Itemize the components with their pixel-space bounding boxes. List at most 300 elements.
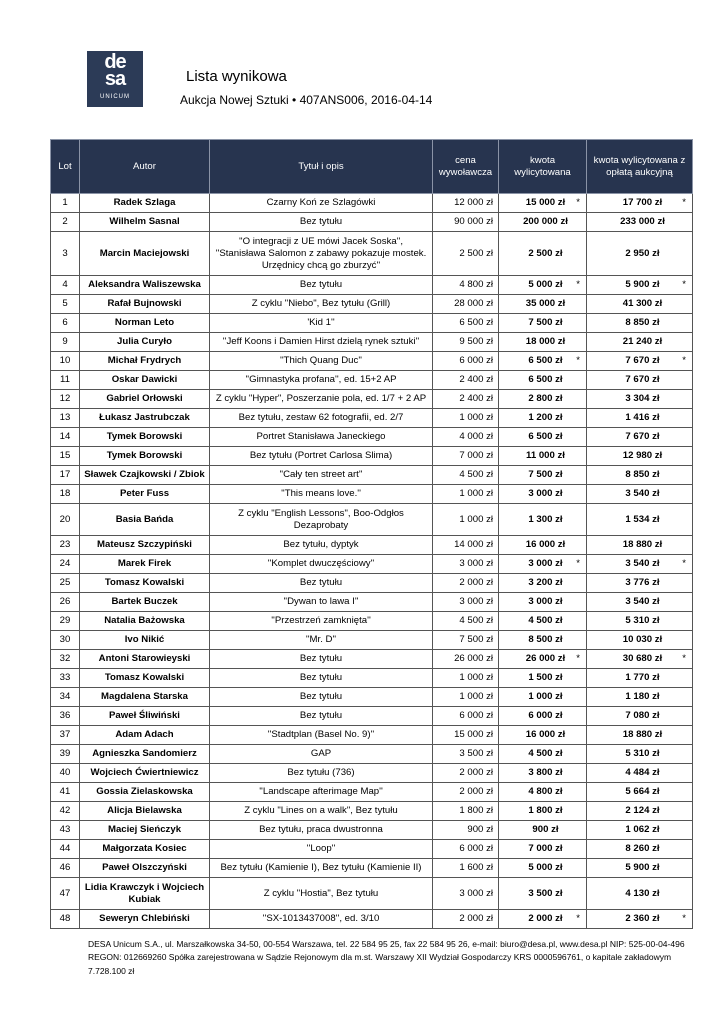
cell-lot: 47: [51, 878, 80, 910]
table-row: [51, 669, 693, 688]
cell-author: Gabriel Orłowski: [80, 390, 210, 409]
cell-hammer-price: [499, 213, 587, 232]
table-row: [51, 707, 693, 726]
hammer-price-value: 2 500 zł: [528, 247, 563, 259]
total-price-value: 2 360 zł: [625, 913, 660, 924]
cell-author: Norman Leto: [80, 314, 210, 333]
cell-title: 'Kid 1'': [210, 314, 433, 333]
cell-lot: 13: [51, 409, 80, 428]
hammer-price-value: 1 800 zł: [528, 805, 563, 816]
total-price-value: 5 900 zł: [625, 279, 660, 290]
hammer-price-value: 1 300 zł: [528, 513, 563, 525]
cell-total-price: [587, 447, 693, 466]
column-header-hammer-price: kwota wylicytowana: [499, 140, 587, 194]
cell-author: Oskar Dawicki: [80, 371, 210, 390]
cell-start-price: 7 000 zł: [433, 447, 499, 466]
cell-hammer-price: [499, 859, 587, 878]
cell-lot: 42: [51, 802, 80, 821]
cell-start-price: 1 000 zł: [433, 669, 499, 688]
hammer-price-value: 35 000 zł: [525, 298, 566, 309]
hammer-price-value: 11 000 zł: [526, 450, 565, 461]
table-row: [51, 371, 693, 390]
cell-hammer-price: [499, 574, 587, 593]
cell-author: Tymek Borowski: [80, 447, 210, 466]
cell-title: Czarny Koń ze Szlagówki: [210, 194, 433, 213]
cell-title: Z cyklu "Niebo", Bez tytułu (Grill): [210, 295, 433, 314]
page-title: Lista wynikowa: [186, 68, 287, 85]
cell-author: Seweryn Chlebiński: [80, 910, 210, 929]
cell-hammer-price: [499, 650, 587, 669]
cell-start-price: 14 000 zł: [433, 536, 499, 555]
cell-lot: 44: [51, 840, 80, 859]
table-header-row: [51, 140, 693, 194]
total-price-value: 21 240 zł: [622, 336, 663, 347]
cell-title: ''SX-1013437008'', ed. 3/10: [210, 910, 433, 929]
cell-lot: 14: [51, 428, 80, 447]
total-price-value: 10 030 zł: [622, 634, 663, 645]
cell-author: Paweł Śliwiński: [80, 707, 210, 726]
cell-hammer-price: [499, 688, 587, 707]
total-price-value: 8 260 zł: [625, 843, 660, 854]
table-row: [51, 213, 693, 232]
cell-lot: 25: [51, 574, 80, 593]
cell-total-price: [587, 536, 693, 555]
cell-lot: 20: [51, 504, 80, 536]
total-price-value: 1 534 zł: [625, 513, 660, 525]
cell-lot: 40: [51, 764, 80, 783]
cell-total-price: [587, 276, 693, 295]
hammer-price-value: 3 200 zł: [528, 577, 563, 588]
cell-total-price: [587, 878, 693, 910]
table-row: [51, 859, 693, 878]
total-price-value: 3 776 zł: [625, 577, 660, 588]
cell-start-price: 2 000 zł: [433, 574, 499, 593]
column-header-lot: Lot: [51, 140, 80, 194]
cell-total-price: [587, 352, 693, 371]
cell-start-price: 12 000 zł: [433, 194, 499, 213]
cell-start-price: 3 000 zł: [433, 878, 499, 910]
cell-author: Tomasz Kowalski: [80, 574, 210, 593]
cell-author: Natalia Bażowska: [80, 612, 210, 631]
cell-hammer-price: [499, 764, 587, 783]
cell-hammer-price: [499, 726, 587, 745]
cell-lot: 3: [51, 232, 80, 276]
column-header-author: Autor: [80, 140, 210, 194]
asterisk-mark: *: [576, 279, 580, 290]
cell-total-price: [587, 631, 693, 650]
cell-lot: 29: [51, 612, 80, 631]
cell-hammer-price: [499, 194, 587, 213]
cell-start-price: 15 000 zł: [433, 726, 499, 745]
column-header-total-price: kwota wylicytowana z opłatą aukcyjną: [587, 140, 693, 194]
total-price-value: 1 180 zł: [625, 691, 660, 702]
total-price-value: 4 130 zł: [625, 887, 660, 899]
cell-hammer-price: [499, 409, 587, 428]
cell-lot: 36: [51, 707, 80, 726]
logo-line-2: sa: [104, 68, 126, 90]
asterisk-mark: *: [576, 653, 580, 664]
cell-hammer-price: [499, 878, 587, 910]
total-price-value: 7 080 zł: [625, 710, 660, 721]
cell-author: Łukasz Jastrubczak: [80, 409, 210, 428]
cell-author: Peter Fuss: [80, 485, 210, 504]
cell-author: Tomasz Kowalski: [80, 669, 210, 688]
cell-author: Julia Curyło: [80, 333, 210, 352]
table-row: [51, 878, 693, 910]
cell-total-price: [587, 764, 693, 783]
cell-lot: 4: [51, 276, 80, 295]
cell-lot: 2: [51, 213, 80, 232]
page-subtitle: Aukcja Nowej Sztuki • 407ANS006, 2016-04-14: [180, 93, 433, 107]
cell-start-price: 6 000 zł: [433, 707, 499, 726]
cell-total-price: [587, 593, 693, 612]
cell-title: ''O integracji z UE mówi Jacek Soska'', ''Stanisława Salomon z zabawy pokazuje mostek. Urzędnicy chcą go zburzyć'': [210, 232, 433, 276]
cell-title: Portret Stanisława Janeckiego: [210, 428, 433, 447]
cell-hammer-price: [499, 232, 587, 276]
hammer-price-value: 5 000 zł: [528, 862, 563, 873]
cell-total-price: [587, 910, 693, 929]
cell-author: Aleksandra Waliszewska: [80, 276, 210, 295]
cell-lot: 9: [51, 333, 80, 352]
cell-lot: 1: [51, 194, 80, 213]
total-price-value: 7 670 zł: [625, 374, 660, 385]
table-row: [51, 840, 693, 859]
asterisk-mark: *: [576, 913, 580, 924]
cell-author: Bartek Buczek: [80, 593, 210, 612]
cell-start-price: 2 400 zł: [433, 390, 499, 409]
total-price-value: 3 304 zł: [625, 393, 660, 404]
results-table: [50, 139, 693, 929]
table-row: [51, 447, 693, 466]
cell-lot: 11: [51, 371, 80, 390]
cell-start-price: 2 500 zł: [433, 232, 499, 276]
cell-lot: 17: [51, 466, 80, 485]
cell-lot: 32: [51, 650, 80, 669]
cell-author: Rafał Bujnowski: [80, 295, 210, 314]
cell-lot: 43: [51, 821, 80, 840]
cell-total-price: [587, 371, 693, 390]
cell-author: Michał Frydrych: [80, 352, 210, 371]
asterisk-mark: *: [576, 355, 580, 366]
cell-author: Antoni Starowieyski: [80, 650, 210, 669]
cell-start-price: 9 500 zł: [433, 333, 499, 352]
cell-start-price: 2 000 zł: [433, 783, 499, 802]
table-row: [51, 910, 693, 929]
cell-author: Sławek Czajkowski / Zbiok: [80, 466, 210, 485]
hammer-price-value: 900 zł: [532, 824, 559, 835]
column-header-title: Tytuł i opis: [210, 140, 433, 194]
cell-total-price: [587, 194, 693, 213]
table-row: [51, 783, 693, 802]
hammer-price-value: 6 500 zł: [528, 431, 563, 442]
cell-title: Bez tytułu (Kamienie I), Bez tytułu (Kamienie II): [210, 859, 433, 878]
cell-hammer-price: [499, 447, 587, 466]
logo-line-1: de: [104, 51, 126, 73]
total-price-value: 5 310 zł: [625, 748, 660, 759]
hammer-price-value: 1 000 zł: [528, 691, 563, 702]
cell-author: Alicja Bielawska: [80, 802, 210, 821]
table-row: [51, 485, 693, 504]
cell-author: Basia Bańda: [80, 504, 210, 536]
hammer-price-value: 3 500 zł: [528, 887, 563, 899]
asterisk-mark: *: [682, 913, 686, 924]
cell-author: Magdalena Starska: [80, 688, 210, 707]
hammer-price-value: 6 500 zł: [528, 355, 563, 366]
total-price-value: 5 310 zł: [625, 615, 660, 626]
cell-hammer-price: [499, 783, 587, 802]
asterisk-mark: *: [682, 355, 686, 366]
table-row: [51, 314, 693, 333]
table-row: [51, 295, 693, 314]
cell-start-price: 2 400 zł: [433, 371, 499, 390]
cell-lot: 39: [51, 745, 80, 764]
cell-start-price: 28 000 zł: [433, 295, 499, 314]
table-row: [51, 726, 693, 745]
hammer-price-value: 4 500 zł: [528, 615, 563, 626]
cell-title: Bez tytułu: [210, 276, 433, 295]
total-price-value: 8 850 zł: [625, 469, 660, 480]
cell-total-price: [587, 574, 693, 593]
cell-total-price: [587, 213, 693, 232]
total-price-value: 1 416 zł: [625, 412, 660, 423]
hammer-price-value: 5 000 zł: [528, 279, 563, 290]
cell-start-price: 3 000 zł: [433, 593, 499, 612]
hammer-price-value: 7 500 zł: [528, 469, 563, 480]
total-price-value: 7 670 zł: [625, 431, 660, 442]
cell-title: ''Przestrzeń zamknięta'': [210, 612, 433, 631]
cell-hammer-price: [499, 276, 587, 295]
cell-title: Bez tytułu: [210, 707, 433, 726]
cell-hammer-price: [499, 314, 587, 333]
cell-title: Bez tytułu: [210, 574, 433, 593]
cell-title: Bez tytułu: [210, 669, 433, 688]
cell-lot: 12: [51, 390, 80, 409]
table-row: [51, 650, 693, 669]
total-price-value: 17 700 zł: [622, 197, 663, 208]
cell-total-price: [587, 555, 693, 574]
cell-hammer-price: [499, 669, 587, 688]
cell-title: ''Thich Quang Duc'': [210, 352, 433, 371]
cell-lot: 41: [51, 783, 80, 802]
cell-start-price: 7 500 zł: [433, 631, 499, 650]
cell-hammer-price: [499, 428, 587, 447]
table-row: [51, 745, 693, 764]
cell-start-price: 4 500 zł: [433, 466, 499, 485]
table-row: [51, 194, 693, 213]
cell-author: Lidia Krawczyk i Wojciech Kubiak: [80, 878, 210, 910]
table-row: [51, 536, 693, 555]
cell-lot: 48: [51, 910, 80, 929]
cell-author: Wojciech Ćwiertniewicz: [80, 764, 210, 783]
table-row: [51, 764, 693, 783]
cell-total-price: [587, 745, 693, 764]
hammer-price-value: 18 000 zł: [525, 336, 566, 347]
asterisk-mark: *: [682, 197, 686, 208]
cell-author: Radek Szlaga: [80, 194, 210, 213]
asterisk-mark: *: [576, 558, 580, 569]
hammer-price-value: 200 000 zł: [523, 216, 568, 227]
cell-author: Wilhelm Sasnal: [80, 213, 210, 232]
cell-hammer-price: [499, 631, 587, 650]
cell-start-price: 90 000 zł: [433, 213, 499, 232]
total-price-value: 5 900 zł: [625, 862, 660, 873]
cell-start-price: 4 000 zł: [433, 428, 499, 447]
cell-title: Bez tytułu, zestaw 62 fotografii, ed. 2/7: [210, 409, 433, 428]
hammer-price-value: 2 000 zł: [528, 913, 563, 924]
cell-title: Bez tytułu: [210, 650, 433, 669]
hammer-price-value: 2 800 zł: [528, 393, 563, 404]
cell-total-price: [587, 428, 693, 447]
table-row: [51, 688, 693, 707]
hammer-price-value: 7 500 zł: [528, 317, 563, 328]
total-price-value: 3 540 zł: [625, 558, 660, 569]
hammer-price-value: 4 500 zł: [528, 748, 563, 759]
cell-author: Adam Adach: [80, 726, 210, 745]
hammer-price-value: 4 800 zł: [528, 786, 563, 797]
cell-author: Ivo Nikić: [80, 631, 210, 650]
cell-lot: 33: [51, 669, 80, 688]
total-price-value: 30 680 zł: [622, 653, 663, 664]
cell-total-price: [587, 314, 693, 333]
table-row: [51, 466, 693, 485]
cell-start-price: 900 zł: [433, 821, 499, 840]
cell-total-price: [587, 466, 693, 485]
cell-start-price: 1 000 zł: [433, 485, 499, 504]
total-price-value: 3 540 zł: [625, 596, 660, 607]
cell-title: Bez tytułu, praca dwustronna: [210, 821, 433, 840]
cell-start-price: 1 000 zł: [433, 688, 499, 707]
total-price-value: 2 124 zł: [625, 805, 660, 816]
table-row: [51, 802, 693, 821]
cell-start-price: 1 800 zł: [433, 802, 499, 821]
cell-hammer-price: [499, 593, 587, 612]
cell-hammer-price: [499, 333, 587, 352]
cell-lot: 23: [51, 536, 80, 555]
cell-author: Tymek Borowski: [80, 428, 210, 447]
total-price-value: 2 950 zł: [625, 247, 660, 259]
cell-lot: 37: [51, 726, 80, 745]
cell-lot: 15: [51, 447, 80, 466]
cell-title: Bez tytułu: [210, 213, 433, 232]
cell-hammer-price: [499, 910, 587, 929]
cell-hammer-price: [499, 802, 587, 821]
cell-total-price: [587, 485, 693, 504]
cell-lot: 46: [51, 859, 80, 878]
table-row: [51, 555, 693, 574]
cell-title: ''Loop'': [210, 840, 433, 859]
cell-hammer-price: [499, 371, 587, 390]
cell-hammer-price: [499, 504, 587, 536]
cell-author: Marek Firek: [80, 555, 210, 574]
table-row: [51, 574, 693, 593]
cell-lot: 6: [51, 314, 80, 333]
cell-author: Marcin Maciejowski: [80, 232, 210, 276]
cell-start-price: 26 000 zł: [433, 650, 499, 669]
cell-lot: 5: [51, 295, 80, 314]
cell-total-price: [587, 295, 693, 314]
logo-line-3: UNICUM: [100, 94, 130, 100]
total-price-value: 18 880 zł: [622, 539, 663, 550]
cell-start-price: 3 500 zł: [433, 745, 499, 764]
cell-title: Bez tytułu (736): [210, 764, 433, 783]
hammer-price-value: 3 000 zł: [528, 558, 563, 569]
cell-hammer-price: [499, 745, 587, 764]
cell-start-price: 6 000 zł: [433, 840, 499, 859]
cell-total-price: [587, 390, 693, 409]
table-row: [51, 409, 693, 428]
hammer-price-value: 1 500 zł: [528, 672, 563, 683]
footer-company-info: DESA Unicum S.A., ul. Marszałkowska 34-50, 00-554 Warszawa, tel. 22 584 95 25, fax 22 584 95 26, e-mail: biuro@desa.pl, www.desa.pl NIP: 525-00-04-496 REGON: 012669260 Spółka zarejestrowana w Sądzie Rejonowym dla m.st. Warszawy XII Wydział Gospodarczy KRS 0000596761, o kapitale zakładowym 7.728.100 zł: [88, 939, 685, 976]
table-row: [51, 390, 693, 409]
cell-start-price: 1 000 zł: [433, 504, 499, 536]
hammer-price-value: 7 000 zł: [528, 843, 563, 854]
cell-hammer-price: [499, 555, 587, 574]
cell-hammer-price: [499, 390, 587, 409]
cell-title: Bez tytułu (Portret Carlosa Slima): [210, 447, 433, 466]
cell-hammer-price: [499, 352, 587, 371]
total-price-value: 41 300 zł: [622, 298, 663, 309]
table-row: [51, 612, 693, 631]
cell-total-price: [587, 650, 693, 669]
cell-hammer-price: [499, 612, 587, 631]
cell-title: Z cyklu "English Lessons", Boo-Odgłos Dezaprobaty: [210, 504, 433, 536]
cell-total-price: [587, 821, 693, 840]
table-row: [51, 593, 693, 612]
cell-author: Gossia Zielaskowska: [80, 783, 210, 802]
total-price-value: 1 770 zł: [625, 672, 660, 683]
hammer-price-value: 16 000 zł: [525, 539, 566, 550]
cell-title: Z cyklu "Hostia", Bez tytułu: [210, 878, 433, 910]
cell-start-price: 2 000 zł: [433, 910, 499, 929]
cell-title: ''Stadtplan (Basel No. 9)'': [210, 726, 433, 745]
hammer-price-value: 15 000 zł: [525, 197, 566, 208]
cell-total-price: [587, 504, 693, 536]
table-row: [51, 333, 693, 352]
asterisk-mark: *: [682, 558, 686, 569]
cell-title: ''Gimnastyka profana'', ed. 15+2 AP: [210, 371, 433, 390]
hammer-price-value: 8 500 zł: [528, 634, 563, 645]
table-row: [51, 232, 693, 276]
total-price-value: 4 484 zł: [625, 767, 660, 778]
column-header-start-price: cena wywoławcza: [433, 140, 499, 194]
results-table-body: [51, 194, 693, 929]
cell-hammer-price: [499, 707, 587, 726]
hammer-price-value: 6 000 zł: [528, 710, 563, 721]
cell-title: ''Komplet dwuczęściowy'': [210, 555, 433, 574]
total-price-value: 5 664 zł: [625, 786, 660, 797]
cell-hammer-price: [499, 821, 587, 840]
cell-lot: 34: [51, 688, 80, 707]
total-price-value: 18 880 zł: [622, 729, 663, 740]
cell-start-price: 6 500 zł: [433, 314, 499, 333]
cell-lot: 26: [51, 593, 80, 612]
cell-start-price: 2 000 zł: [433, 764, 499, 783]
table-row: [51, 276, 693, 295]
hammer-price-value: 3 000 zł: [528, 488, 563, 499]
cell-lot: 30: [51, 631, 80, 650]
cell-total-price: [587, 783, 693, 802]
cell-total-price: [587, 688, 693, 707]
total-price-value: 233 000 zł: [620, 216, 665, 227]
cell-title: Z cyklu "Hyper", Poszerzanie pola, ed. 1/7 + 2 AP: [210, 390, 433, 409]
cell-total-price: [587, 409, 693, 428]
desa-logo: [87, 51, 143, 107]
cell-start-price: 1 600 zł: [433, 859, 499, 878]
cell-lot: 10: [51, 352, 80, 371]
hammer-price-value: 6 500 zł: [528, 374, 563, 385]
total-price-value: 7 670 zł: [625, 355, 660, 366]
cell-total-price: [587, 707, 693, 726]
